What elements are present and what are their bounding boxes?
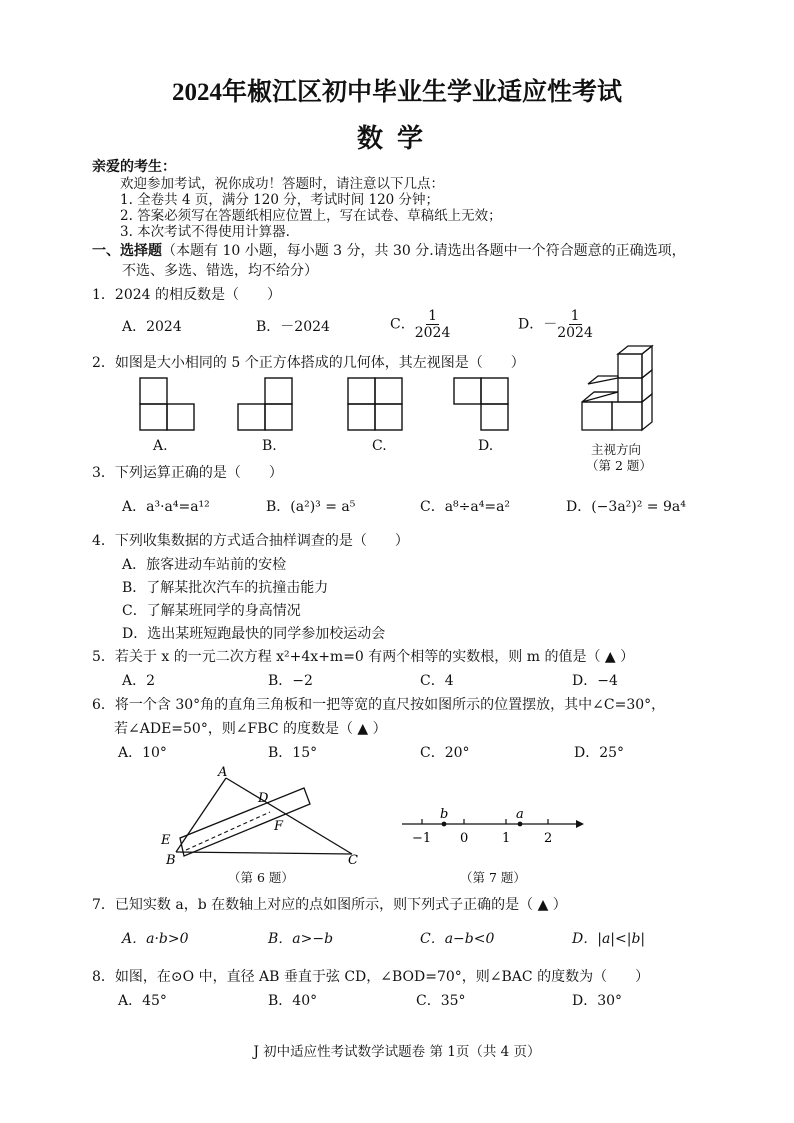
page-footer: J 初中适应性考试数学试题卷 第 1页（共 4 页） <box>253 1044 541 1060</box>
q2-label-a: A. <box>153 438 168 454</box>
q2-view-c <box>346 376 406 432</box>
q2-view-a <box>138 376 198 432</box>
q7-option-d: D．|a|<|b| <box>572 931 646 947</box>
q7-tick-2: 2 <box>544 831 553 846</box>
q2-label-c: C. <box>372 438 387 454</box>
q5-option-d: D．−4 <box>572 673 618 689</box>
q6-point-e: E <box>161 833 171 848</box>
notice-rule-1: 1. 全卷共 4 页，满分 120 分，考试时间 120 分钟； <box>120 192 440 208</box>
exam-subject: 数学 <box>356 124 437 154</box>
q3-option-c: C．a⁸÷a⁴=a² <box>420 499 511 515</box>
q5-option-b: B．−2 <box>268 673 313 689</box>
q6-caption: （第 6 题） <box>228 870 294 885</box>
q1-option-a: A．2024 <box>122 319 182 335</box>
q6-point-d: D <box>258 791 269 806</box>
q6-option-c: C．20° <box>420 745 470 761</box>
q1-d-denominator: 2024 <box>557 325 593 341</box>
section-1-desc: （本题有 10 小题，每小题 3 分，共 30 分.请选出各题中一个符合题意的正确选项， <box>162 243 686 259</box>
q3-option-b: B．(a²)³ = a⁵ <box>266 499 356 515</box>
q7-point-b: b <box>440 807 449 822</box>
q8-option-a: A．45° <box>118 993 167 1009</box>
q2-label-b: B. <box>262 438 277 454</box>
q8-stem: 8．如图，在⊙O 中，直径 AB 垂直于弦 CD，∠BOD=70°，则∠BAC 的度数为（ ） <box>92 969 650 985</box>
q6-stem-2: 若∠ADE=50°，则∠FBC 的度数是（ ▲ ） <box>114 721 387 737</box>
q7-tick-neg1: −1 <box>412 831 432 846</box>
q2-view-b <box>236 376 296 432</box>
section-1-desc-2: 不选、多选、错选，均不给分） <box>122 263 318 279</box>
q3-option-d: D．(−3a²)² = 9a⁴ <box>566 499 686 515</box>
q4-option-a: A．旅客进动车站前的安检 <box>122 557 287 573</box>
q7-tick-0: 0 <box>460 831 469 846</box>
q1-stem: 1．2024 的相反数是（ ） <box>92 287 281 303</box>
q1-c-numerator: 1 <box>428 308 437 324</box>
q6-point-c: C <box>348 853 358 868</box>
q5-option-a: A．2 <box>122 673 156 689</box>
exam-title: 2024年椒江区初中毕业生学业适应性考试 <box>171 79 622 106</box>
notice-rule-2: 2. 答案必须写在答题纸相应位置上，写在试卷、草稿纸上无效； <box>120 208 502 224</box>
q6-point-b: B <box>166 853 176 868</box>
q6-point-a: A <box>218 765 228 780</box>
q7-tick-1: 1 <box>502 831 511 846</box>
q4-option-c: C．了解某班同学的身高情况 <box>122 603 301 619</box>
q3-option-a: A．a³·a⁴=a¹² <box>122 499 210 515</box>
q2-label-d: D. <box>478 438 494 454</box>
q2-caption: （第 2 题） <box>586 458 652 473</box>
q2-stem: 2．如图是大小相同的 5 个正方体搭成的几何体，其左视图是（ ） <box>92 355 525 371</box>
notice-rule-3: 3. 本次考试不得使用计算器. <box>120 224 290 240</box>
q5-option-c: C．4 <box>420 673 454 689</box>
q6-stem-1: 6．将一个含 30°角的直角三角板和一把等宽的直尺按如图所示的位置摆放，其中∠C=30°， <box>92 697 666 713</box>
q4-option-b: B．了解某批次汽车的抗撞击能力 <box>122 580 329 596</box>
q7-stem: 7．已知实数 a，b 在数轴上对应的点如图所示，则下列式子正确的是（ ▲ ） <box>92 897 567 913</box>
q5-stem: 5．若关于 x 的一元二次方程 x²+4x+m=0 有两个相等的实数根，则 m 的值是（ ▲ ） <box>92 649 635 665</box>
q6-figure <box>158 764 370 868</box>
q2-solid-figure <box>578 344 664 436</box>
q4-stem: 4．下列收集数据的方式适合抽样调查的是（ ） <box>92 533 409 549</box>
q7-option-b: B．a>−b <box>268 931 334 947</box>
q7-option-c: C．a−b<0 <box>420 931 495 947</box>
notice-greeting: 亲爱的考生： <box>92 159 176 175</box>
q1-option-b: B．－2024 <box>256 319 330 335</box>
q7-option-a: A．a·b>0 <box>122 931 189 947</box>
q7-point-a: a <box>516 807 524 822</box>
q8-option-b: B．40° <box>268 993 318 1009</box>
q8-option-d: D．30° <box>572 993 623 1009</box>
q2-direction-label: 主视方向 <box>591 442 642 457</box>
q7-caption: （第 7 题） <box>460 870 526 885</box>
q1-option-c: C． $\frac{1}{2024}$ <box>390 308 451 341</box>
section-1-heading: 一、选择题 <box>92 243 162 259</box>
q6-option-d: D．25° <box>574 745 625 761</box>
q8-option-c: C．35° <box>416 993 466 1009</box>
q3-stem: 3．下列运算正确的是（ ） <box>92 465 283 481</box>
notice-intro: 欢迎参加考试，祝你成功！答题时，请注意以下几点： <box>120 176 444 192</box>
q6-option-b: B．15° <box>268 745 318 761</box>
q1-option-d: D．－ $\frac{1}{2024}$ <box>518 308 593 341</box>
q6-option-a: A．10° <box>118 745 167 761</box>
q6-point-f: F <box>274 819 284 834</box>
section-1-header <box>92 240 686 260</box>
q7-number-line <box>398 806 590 850</box>
q2-view-d <box>452 376 512 432</box>
q1-c-denominator: 2024 <box>414 325 451 341</box>
q1-d-numerator: 1 <box>570 308 580 324</box>
q4-option-d: D．选出某班短跑最快的同学参加校运动会 <box>122 626 386 642</box>
